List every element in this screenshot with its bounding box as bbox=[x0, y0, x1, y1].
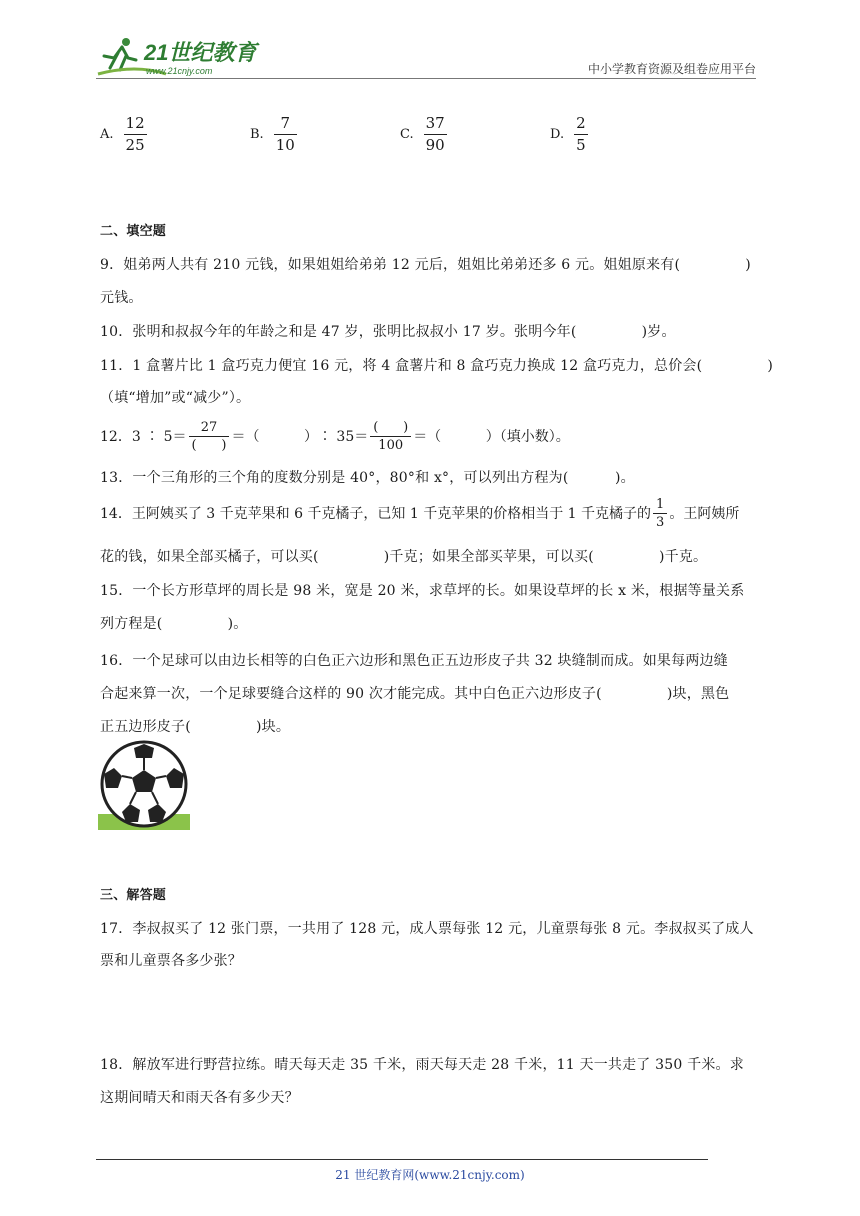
fraction-numerator: 27 bbox=[200, 419, 218, 435]
fraction-numerator: 12 bbox=[125, 113, 145, 132]
q9-line1: 9．姐弟两人共有 210 元钱，如果姐姐给弟弟 12 元后，姐姐比弟弟还多 6 元。姐姐原来有( ) bbox=[100, 257, 751, 273]
q12-part1: 12．3 ∶ 5＝ bbox=[100, 429, 187, 445]
header-platform-text: 中小学教育资源及组卷应用平台 bbox=[587, 62, 756, 76]
q16-line3: 正五边形皮子( )块。 bbox=[100, 719, 291, 735]
fraction-denominator: 3 bbox=[656, 514, 665, 530]
q16-line2: 合起来算一次，一个足球要缝合这样的 90 次才能完成。其中白色正六边形皮子( )块，黑色 bbox=[100, 686, 730, 702]
logo-text: 21世纪教育 bbox=[144, 40, 257, 65]
q12-part3: ＝（ ）（填小数）。 bbox=[413, 429, 570, 445]
fraction-numerator: 2 bbox=[576, 113, 586, 132]
option-fraction bbox=[424, 113, 447, 154]
option-fraction bbox=[274, 113, 297, 154]
q12 bbox=[100, 414, 570, 458]
q12-fraction-1 bbox=[189, 419, 230, 454]
fraction-numerator: 37 bbox=[425, 113, 445, 132]
fraction-numerator: ( ) bbox=[373, 419, 409, 435]
q17-line1: 17．李叔叔买了 12 张门票，一共用了 128 元，成人票每张 12 元，儿童票每张 8 元。李叔叔买了成人 bbox=[100, 921, 754, 937]
option-a bbox=[100, 110, 147, 158]
fraction-numerator: 1 bbox=[656, 496, 665, 512]
q11-line2: （填“增加”或“减少”）。 bbox=[100, 390, 251, 406]
site-logo bbox=[96, 34, 266, 80]
q16-line1: 16．一个足球可以由边长相等的白色正六边形和黑色正五边形皮子共 32 块缝制而成。如果每两边缝 bbox=[100, 653, 728, 669]
option-d bbox=[550, 110, 588, 158]
footer-text: 21 世纪教育网(www.21cnjy.com) bbox=[335, 1168, 525, 1182]
fraction-numerator: 7 bbox=[280, 113, 290, 132]
q14-line1 bbox=[100, 496, 739, 530]
fraction-denominator: 5 bbox=[576, 135, 586, 154]
fraction-denominator: 90 bbox=[425, 135, 445, 154]
q15-line1: 15．一个长方形草坪的周长是 98 米，宽是 20 米，求草坪的长。如果设草坪的长 x 米，根据等量关系 bbox=[100, 583, 745, 599]
fraction-denominator: 25 bbox=[125, 135, 145, 154]
q11-line1: 11．1 盒薯片比 1 盒巧克力便宜 16 元，将 4 盒薯片和 8 盒巧克力换成 12 盒巧克力，总价会( ) bbox=[100, 358, 774, 374]
q14-part1: 14．王阿姨买了 3 千克苹果和 6 千克橘子，已知 1 千克苹果的价格相当于 1 千克橘子的 bbox=[100, 506, 652, 522]
q18-line1: 18．解放军进行野营拉练。晴天每天走 35 千米，雨天每天走 28 千米，11 天一共走了 350 千米。求 bbox=[100, 1057, 744, 1073]
football-image bbox=[98, 740, 190, 830]
footer-divider bbox=[96, 1159, 708, 1160]
q14-line2: 花的钱，如果全部买橘子，可以买( )千克；如果全部买苹果，可以买( )千克。 bbox=[100, 549, 708, 565]
section-title-fill-blank: 二、填空题 bbox=[100, 224, 167, 239]
q12-part2: ＝（ ）∶ 35＝ bbox=[231, 429, 369, 445]
q10-line1: 10．张明和叔叔今年的年龄之和是 47 岁，张明比叔叔小 17 岁。张明今年( )岁。 bbox=[100, 324, 676, 340]
q9-line2: 元钱。 bbox=[100, 290, 143, 306]
option-label: C. bbox=[400, 126, 414, 142]
option-label: A. bbox=[100, 126, 114, 142]
fraction-denominator: ( ) bbox=[191, 437, 227, 453]
option-label: D. bbox=[550, 126, 565, 142]
q14-part2: 。王阿姨所 bbox=[669, 506, 740, 522]
q12-fraction-2 bbox=[370, 419, 411, 454]
fraction-denominator: 10 bbox=[275, 135, 295, 154]
q17-line2: 票和儿童票各多少张？ bbox=[100, 953, 242, 969]
q13-line1: 13．一个三角形的三个角的度数分别是 40°，80°和 x°，可以列出方程为( )。 bbox=[100, 470, 635, 486]
option-fraction bbox=[574, 113, 588, 154]
fraction-denominator: 100 bbox=[378, 437, 404, 453]
header-divider bbox=[96, 78, 756, 79]
option-label: B. bbox=[250, 126, 264, 142]
logo-url: www.21cnjy.com bbox=[146, 66, 213, 76]
option-fraction bbox=[124, 113, 147, 154]
q18-line2: 这期间晴天和雨天各有多少天？ bbox=[100, 1090, 299, 1106]
q14-fraction bbox=[653, 496, 667, 531]
section-title-answer: 三、解答题 bbox=[100, 888, 167, 903]
option-b bbox=[250, 110, 297, 158]
q15-line2: 列方程是( )。 bbox=[100, 616, 248, 632]
option-c bbox=[400, 110, 447, 158]
